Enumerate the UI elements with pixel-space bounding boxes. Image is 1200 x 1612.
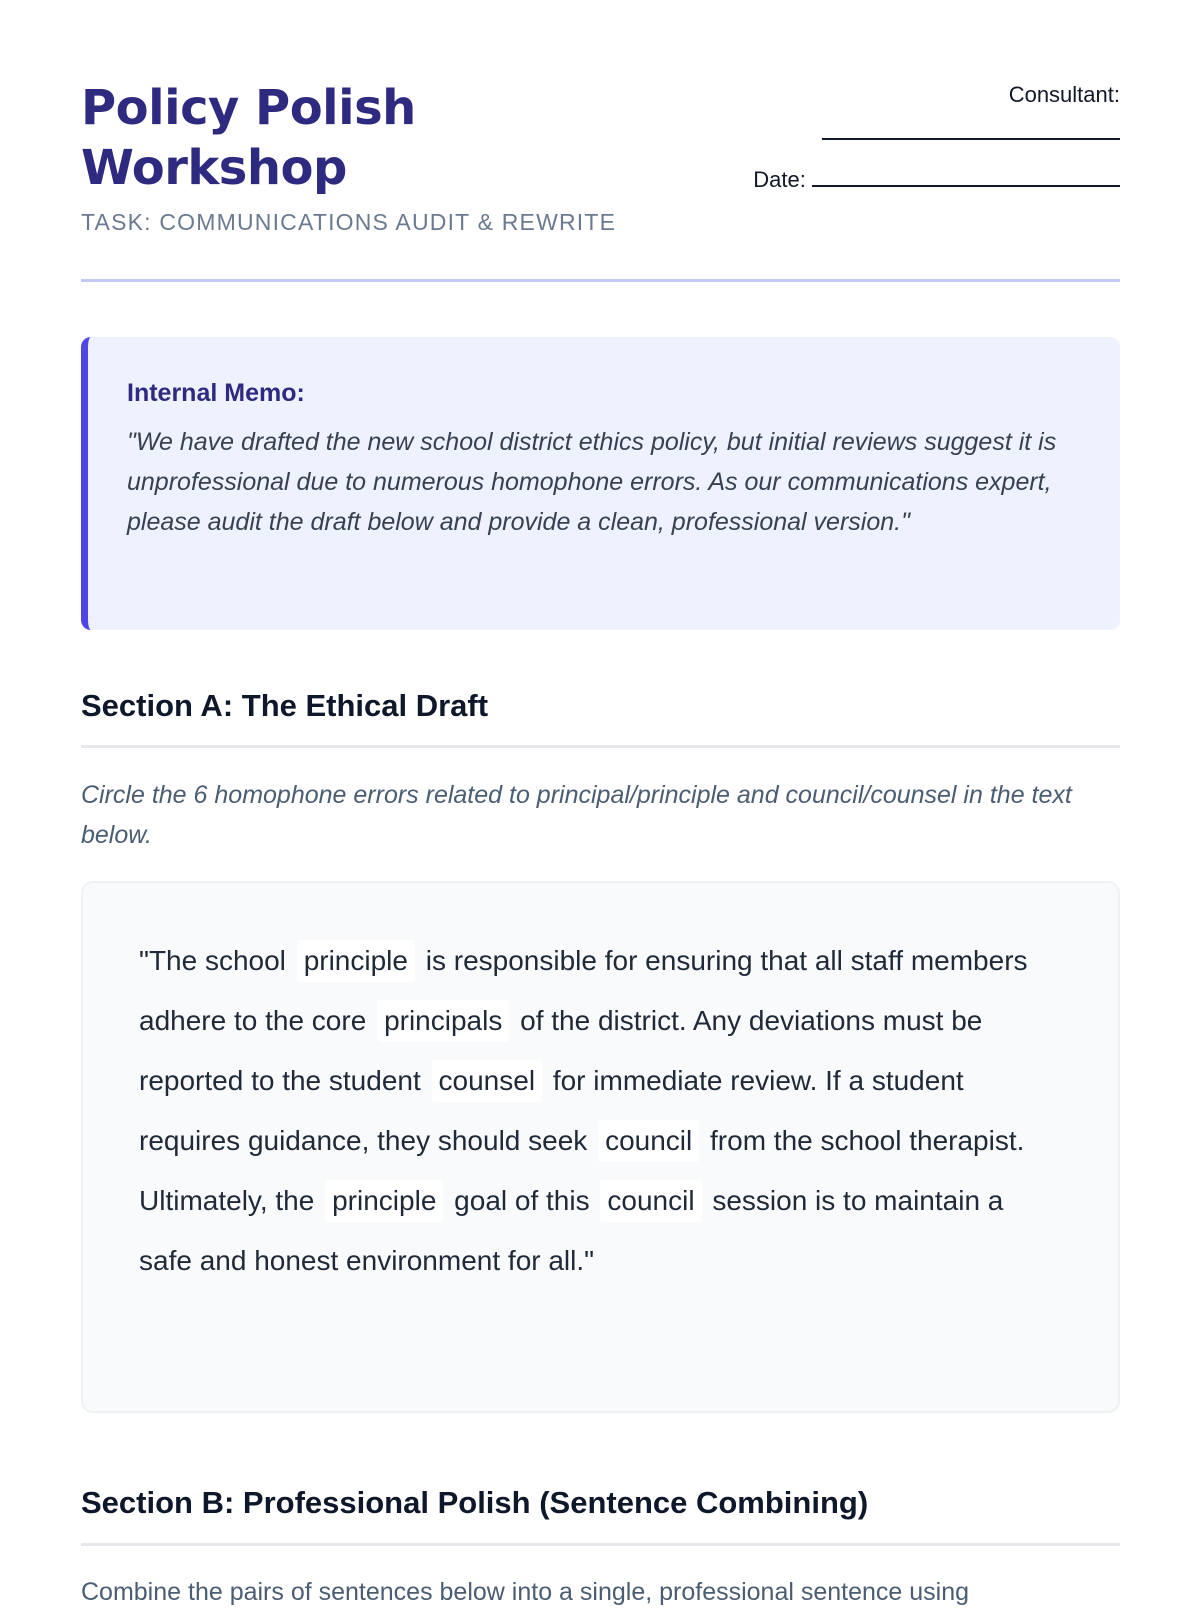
homophone-word[interactable]: council — [600, 1180, 701, 1222]
internal-memo — [81, 337, 1120, 630]
consultant-label: Consultant: — [1008, 82, 1120, 107]
date-label: Date: — [753, 167, 806, 192]
draft-text-segment: goal of this — [454, 1185, 590, 1216]
section-b-instructions: Combine the pairs of sentences below into a single, professional sentence using — [81, 1578, 970, 1606]
ethics-draft-text — [139, 931, 1062, 1291]
draft-text-segment: is responsible for ensuring that all staff members adhere to the core — [139, 945, 1028, 1036]
homophone-word[interactable]: council — [598, 1120, 699, 1162]
homophone-word[interactable]: principle — [325, 1180, 443, 1222]
draft-text-segment: for immediate review. If a student requires guidance, they should seek — [139, 1065, 964, 1156]
draft-text-segment: from the school therapist. Ultimately, the — [139, 1125, 1025, 1216]
section-a-heading: Section A: The Ethical Draft — [81, 688, 1120, 748]
memo-title: Internal Memo: — [127, 379, 305, 407]
page-title-line1: Policy Polish — [81, 80, 416, 136]
page-title-line2: Workshop — [81, 140, 347, 196]
date-field[interactable] — [812, 163, 1120, 187]
consultant-blank-line — [822, 116, 1120, 140]
page-title — [81, 78, 416, 198]
homophone-word[interactable]: counsel — [432, 1060, 543, 1102]
task-subtitle: TASK: COMMUNICATIONS AUDIT & REWRITE — [81, 209, 617, 235]
worksheet-header — [81, 0, 1120, 282]
homophone-word[interactable]: principals — [377, 1000, 509, 1042]
worksheet-page — [81, 0, 1120, 1606]
ethics-draft-box — [81, 881, 1120, 1413]
draft-text-segment: of the district. Any deviations must be reported to the student — [139, 1005, 983, 1096]
memo-text: "We have drafted the new school district ethics policy, but initial reviews suggest it is unprofessional due to numerous homophone errors. As our communications expert, please audit the draft below and provide a clean, professional version." — [127, 428, 1057, 536]
draft-text-segment: "The school — [139, 945, 286, 976]
homophone-word[interactable]: principle — [297, 940, 415, 982]
date-row — [753, 163, 1120, 193]
consultant-field[interactable] — [822, 116, 1120, 146]
draft-text-segment: session is to maintain a safe and honest environment for all." — [139, 1185, 1004, 1276]
section-a-instructions: Circle the 6 homophone errors related to principal/principle and council/counsel in the text below. — [81, 781, 1072, 849]
section-b-heading: Section B: Professional Polish (Sentence Combining) — [81, 1485, 1120, 1546]
